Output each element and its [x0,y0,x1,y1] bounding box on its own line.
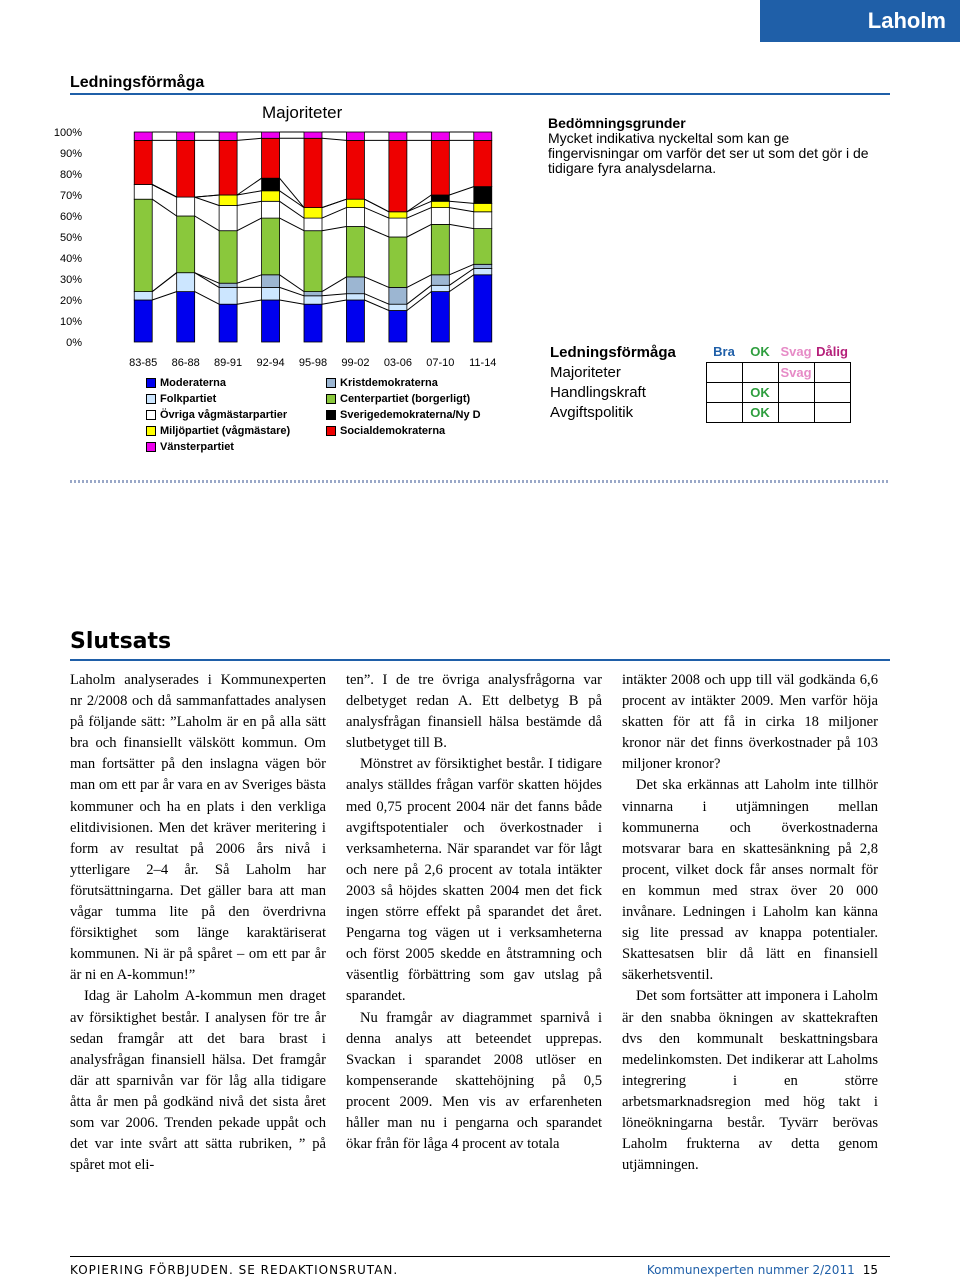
rating-row-label: Handlingskraft [550,383,646,401]
criteria-text: Mycket indikativa nyckeltal som kan ge fingervisningar om varför det ser ut som det gör i de tidigare fyra analysdelarna. [548,130,869,176]
column-svag: Svag [780,344,812,360]
bar-segment [177,140,195,197]
paragraph: Idag är Laholm A-kommun men draget av försiktighet består. I analysen för tre år sedan framgår att det bara brast i analysfrågan finansiell hälsa. Det framgår där att sparnivån var för låg alla tidigare åtta år men på godkänd nivå det sista året som var 2006. Trenden pekade uppåt och det var inte svårt att sätta rubriken, ” på spåret mot eli- [70,988,326,1174]
bar-segment [474,269,492,275]
series-connector [449,224,473,228]
legend-label: Sverigedemokraterna/Ny D [340,409,481,421]
series-connector [364,294,388,305]
series-connector [152,292,176,300]
bar-segment [431,292,449,342]
series-connector [195,216,219,231]
bar-segment [262,300,280,342]
legend-swatch [146,442,156,452]
series-connector [322,227,346,231]
bar-segment [262,218,280,275]
y-tick-label: 80% [59,169,82,181]
bar-segment [431,201,449,207]
x-tick-label: 86-88 [171,357,200,369]
rating-cell: Svag [778,362,814,382]
legend-label: Socialdemokraterna [340,425,446,437]
rating-row-handlingskraft [548,382,850,402]
rating-table [548,342,851,423]
legend-label: Miljöpartiet (vågmästare) [160,425,291,437]
legend-item [326,407,481,423]
series-connector [237,300,261,304]
series-connector [280,218,304,231]
legend-swatch [146,394,156,404]
legend-label: Moderaterna [160,377,227,389]
bar-segment [262,132,280,138]
bar-segment [304,208,322,219]
legend-swatch [326,426,336,436]
conclusion-title: Slutsats [70,629,172,654]
bar-segment [262,201,280,218]
series-connector [322,208,346,219]
rating-row-avgiftspolitik [548,402,850,422]
bar-segment [346,208,364,227]
legend-label: Övriga vågmästarpartier [160,409,288,421]
chart-title: Majoriteter [262,103,343,122]
bar-segment [431,224,449,274]
legend-item [326,391,481,407]
bar-segment [389,287,407,304]
legend-label: Centerpartiet (borgerligt) [340,393,471,405]
series-connector [195,273,219,284]
assessment-criteria [548,116,878,176]
bar-segment [177,132,195,140]
rating-cell [814,362,850,382]
bar-segment [219,231,237,284]
bar-segment [431,195,449,201]
legend-swatch [146,410,156,420]
x-tick-label: 07-10 [426,357,455,369]
conclusion-divider [70,659,890,661]
bar-segment [134,292,152,300]
bar-segment [219,287,237,304]
series-connector [449,187,473,195]
rating-heading: Ledningsförmåga [550,343,676,361]
bar-segment [346,199,364,207]
rating-cell: OK [742,402,778,422]
bar-segment [389,140,407,211]
rating-cell [778,402,814,422]
bar-segment [346,132,364,140]
legend-item [146,407,290,423]
bar-segment [474,212,492,229]
bar-segment [431,285,449,291]
y-tick-label: 60% [59,211,82,223]
rating-cell [814,382,850,402]
paragraph: Nu framgår av diagrammet sparnivå i denna analys att beteendet upprepas. Svackan i sparandet 2008 utlöser en kompenserande skattehöjning på 0,5 procent 2009. Men vis av erfarenheten håller man nu i pengarna och sparandet ökar från för låga 4 procent av totala [346,1009,602,1153]
y-tick-label: 10% [59,316,82,328]
rating-row-label: Avgiftspolitik [550,403,634,421]
series-connector [364,277,388,288]
page-number: 15 [862,1263,878,1277]
bar-segment [346,227,364,277]
bar-segment [304,132,322,138]
legend-label: Kristdemokraterna [340,377,438,389]
criteria-title: Bedömningsgrunder [548,115,686,131]
series-connector [407,275,431,288]
series-connector [364,300,388,311]
bar-segment [389,237,407,287]
rating-cell [742,362,778,382]
series-connector [237,201,261,205]
x-tick-label: 03-06 [383,357,412,369]
bar-segment [262,191,280,202]
bar-segment [219,283,237,287]
series-connector [322,138,346,140]
series-connector [364,199,388,212]
bar-segment [474,229,492,265]
bar-segment [474,132,492,140]
heading-divider [70,93,890,95]
bar-segment [304,138,322,207]
paragraph: intäkter 2008 och upp till väl godkända 6,6 procent av intäkter 2009. Men varför höja skatten för att få in cirka 18 miljoner kronor när det finns överkostnader på 103 miljoner kronor? [622,672,878,773]
majority-chart [53,122,520,372]
bar-segment [474,203,492,211]
rating-header-row [548,342,850,362]
bar-segment [346,140,364,199]
series-connector [195,292,219,305]
copyright-notice: KOPIERING FÖRBJUDEN. SE REDAKTIONSRUTAN. [70,1263,399,1277]
bar-segment [262,138,280,178]
rating-row-majoriteter [548,362,850,382]
bar-segment [474,264,492,268]
rating-cell [814,402,850,422]
bar-segment [262,178,280,191]
legend-item [146,391,290,407]
bar-segment [219,195,237,206]
series-connector [152,273,176,292]
bar-segment [304,231,322,292]
column-dalig: Dålig [816,344,848,360]
bar-segment [346,300,364,342]
y-tick-label: 100% [53,127,82,139]
legend-swatch [326,410,336,420]
article-column-3 [622,670,878,1176]
x-tick-label: 92-94 [256,357,285,369]
column-ok: OK [750,344,770,360]
legend-swatch [146,378,156,388]
bar-segment [389,218,407,237]
x-tick-label: 83-85 [129,357,158,369]
bar-segment [134,199,152,291]
x-tick-label: 95-98 [298,357,328,369]
legend-item [326,375,481,391]
series-connector [195,197,219,205]
series-connector [407,224,431,237]
footer-divider [70,1256,890,1257]
series-connector [322,300,346,304]
series-connector [364,227,388,238]
legend-item [146,423,290,439]
publication-info [647,1263,878,1277]
bar-segment [304,218,322,231]
y-tick-label: 70% [59,190,82,202]
series-connector [237,138,261,140]
bar-segment [134,140,152,184]
legend-swatch [326,378,336,388]
article-column-2 [346,670,602,1155]
y-tick-label: 0% [66,337,82,349]
rating-cell [706,402,742,422]
x-tick-label: 99-02 [341,357,370,369]
legend-swatch [326,394,336,404]
y-tick-label: 30% [59,274,82,286]
legend-item [326,423,481,439]
rating-cell [706,382,742,402]
legend-label: Vänsterpartiet [160,441,234,453]
legend-swatch [146,426,156,436]
series-connector [152,185,176,198]
bar-segment [304,296,322,304]
bar-segment [219,304,237,342]
section-title: Ledningsförmåga [70,74,205,91]
series-connector [322,294,346,296]
bar-segment [219,206,237,231]
bar-segment [219,140,237,195]
bar-segment [431,275,449,286]
bar-segment [431,132,449,140]
bar-segment [474,140,492,186]
bar-segment [262,287,280,300]
rating-row-label: Majoriteter [550,363,621,381]
paragraph: Det ska erkännas att Laholm inte tillhör vinnarna i utjämningen mellan kommunerna och överkostnaderna motsvarar bara en skattesänkning på 2,8 procent, vilket dock får anses normalt för en kommun med strax över 20 000 invånare. Ledningen i Laholm kan känna sig lite pressad av knappa potentialer. Skattesatsen blir då lätt en finansiell säkerhetsventil. [622,777,878,984]
article-column-1 [70,670,326,1176]
series-connector [322,277,346,292]
series-connector [237,275,261,283]
bar-segment [134,300,152,342]
bar-segment [389,212,407,218]
bar-segment [134,132,152,140]
bar-segment [389,311,407,343]
bar-segment [177,273,195,292]
x-tick-label: 89-91 [214,357,243,369]
series-connector [449,208,473,212]
bar-segment [262,275,280,288]
bar-segment [219,132,237,140]
paragraph: ten”. I de tre övriga analysfrågorna var delbetyget redan A. Ett delbetyg B på analysfrågan finansiell hälsa bestämde då slutbetyget till B. [346,672,602,752]
municipality-header: Laholm [760,0,960,42]
series-connector [152,199,176,216]
y-tick-label: 50% [59,232,82,244]
series-connector [449,264,473,275]
legend-item [146,375,290,391]
bar-segment [177,292,195,342]
paragraph: Laholm analyserades i Kommunexperten nr 2/2008 och då sammanfattades analysen på följande sätt: ”Laholm är en på alla sätt bra och finansiellt välskött kommun. Om man fortsätter på den inslagna vägen bör man om ett par år vara en av Sveriges bästa kommuner och ha en plats i den verkliga elitdivisionen. Men det kräver meritering i form av resultat på 2006 års nivå i ytterligare 2–4 år. Så Laholm har förutsättningarna. Det gäller bara att man vågar tumma lite på den överdrivna försiktighet som länge karaktäriserat kommunen. Ni är på spåret – om ett par år är ni en A-kommun!” [70,672,326,984]
series-connector [195,273,219,288]
bar-segment [177,197,195,216]
rating-cell [706,362,742,382]
bar-segment [474,187,492,204]
rating-cell [778,382,814,402]
paragraph: Mönstret av försiktighet består. I tidigare analys ställdes frågan varför skatten höjdes med 0,75 procent 2004 när det fanns både avgiftspotentialer och överkostnader i verksamheterna. När sparandet var för lågt och nere på 2,6 procent av totala intäkter 2003 så höjdes skatten 2004 men det fick ingen större effekt på sparandet det året. Pengarna tog vägen ut i verksamheterna och först 2005 skedde en åtstramning och väsentlig förbättring som gav utslag på sparandet. [346,756,602,1005]
paragraph: Det som fortsätter att imponera i Laholm är den snabba ökningen av skattekraften dvs den kommunalt beskattningsbara medelinkomsten. Det indikerar att Laholms integrering i en större arbetsmarknadsregion med hög takt i löneökningarna består. Tyvärr berövas Laholm frukterna av detta genom utjämningen. [622,988,878,1174]
column-bra: Bra [713,344,735,360]
bar-segment [346,277,364,294]
rating-cell: OK [742,382,778,402]
bar-segment [474,275,492,342]
bar-segment [389,132,407,140]
dotted-divider [70,480,890,483]
bar-segment [304,304,322,342]
series-connector [280,300,304,304]
legend-item [146,439,290,455]
bar-segment [177,216,195,273]
series-connector [449,201,473,203]
y-tick-label: 40% [59,253,82,265]
bar-segment [346,294,364,300]
series-connector [237,218,261,231]
publication-name: Kommunexperten nummer 2/2011 [646,1263,855,1277]
bar-segment [134,185,152,200]
series-connector [322,199,346,207]
y-tick-label: 20% [59,295,82,307]
legend-label: Folkpartiet [160,393,217,405]
series-connector [364,208,388,219]
bar-segment [304,292,322,296]
bar-segment [431,208,449,225]
bar-segment [431,140,449,195]
x-tick-label: 11-14 [469,357,497,369]
y-tick-label: 90% [59,148,82,160]
bar-segment [389,304,407,310]
series-connector [195,195,219,197]
